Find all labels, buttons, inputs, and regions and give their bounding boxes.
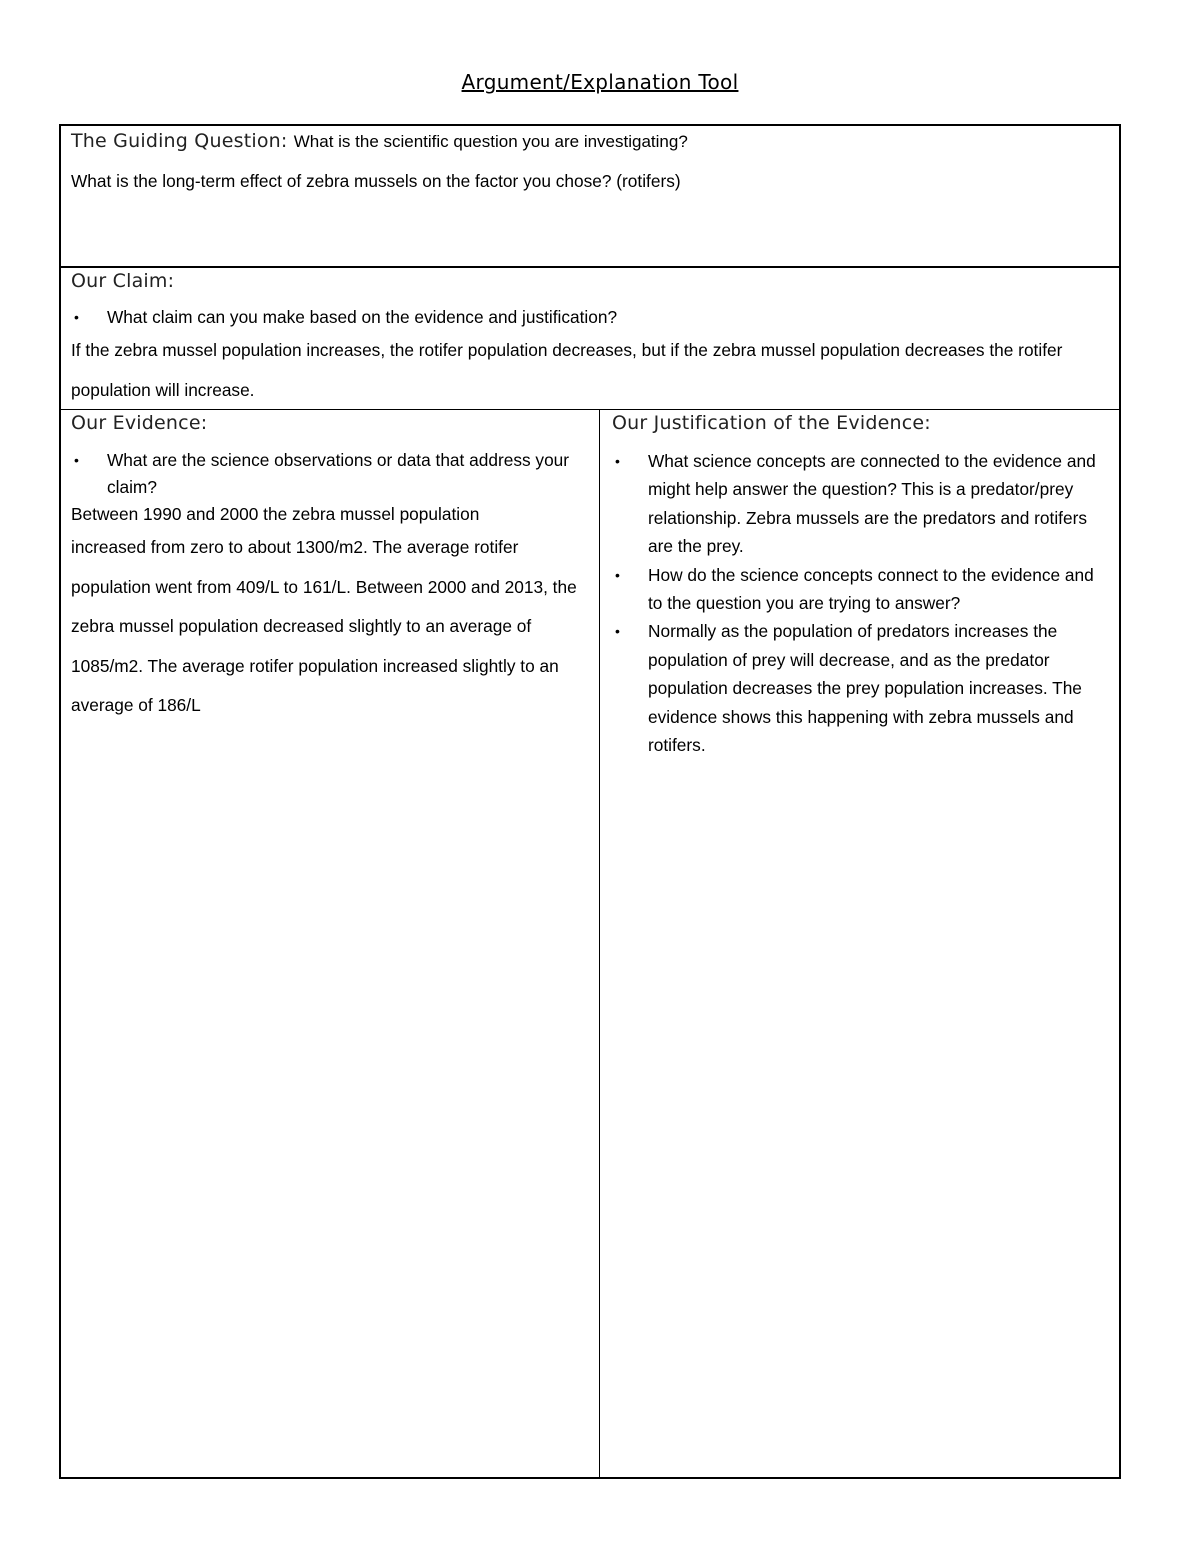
bullet-icon: • [74, 452, 79, 468]
bullet-icon: • [615, 566, 620, 583]
claim-section [61, 268, 1119, 410]
bullet-icon: • [615, 453, 620, 469]
evidence-section [61, 410, 600, 1477]
bullet-icon: • [615, 623, 620, 640]
evidence-prompt-list [71, 447, 589, 501]
guiding-question-prompt: What is the scientific question you are investigating? [293, 132, 688, 151]
document-title: Argument/Explanation Tool [461, 70, 739, 94]
claim-answer: If the zebra mussel population increases, the rotifer population decreases, but if the zebra mussel population decreases the rotifer population will increase. [71, 340, 1063, 400]
justification-item: • How do the science concepts connect to the evidence and to the question you are trying to answer? [612, 561, 1109, 618]
bullet-icon: • [74, 309, 79, 325]
evidence-answer-first-line: Between 1990 and 2000 the zebra mussel population [71, 504, 480, 524]
claim-heading: Our Claim: [71, 270, 175, 292]
justification-heading: Our Justification of the Evidence: [612, 412, 931, 434]
evidence-heading: Our Evidence: [71, 412, 208, 434]
claim-prompt-list [71, 303, 1109, 331]
justification-item: • What science concepts are connected to the evidence and might help answer the question? This is a predator/prey relationship. Zebra mussels are the predators and rotifers are the prey. [612, 447, 1109, 561]
evidence-answer: increased from zero to about 1300/m2. The average rotifer population went from 409/L to 161/L. Between 2000 and 2013, the zebra mussel population decreased slightly to an average of 1085/m2. The average rotifer population increased slightly to an average of 186/L [71, 537, 577, 715]
justification-item: • Normally as the population of predators increases the population of prey will decrease, and as the predator population decreases the prey population increases. The evidence shows this happening with zebra mussels and rotifers. [612, 617, 1109, 759]
evidence-prompt: • What are the science observations or data that address your claim? [71, 447, 589, 501]
argument-table [59, 124, 1121, 1479]
justification-section [600, 410, 1119, 1477]
claim-prompt: • What claim can you make based on the evidence and justification? [71, 303, 1109, 331]
guiding-question-answer: What is the long-term effect of zebra mussels on the factor you chose? (rotifers) [71, 171, 681, 191]
justification-list [612, 447, 1109, 759]
guiding-question-heading: The Guiding Question: [71, 130, 288, 152]
guiding-question-section [61, 126, 1119, 268]
